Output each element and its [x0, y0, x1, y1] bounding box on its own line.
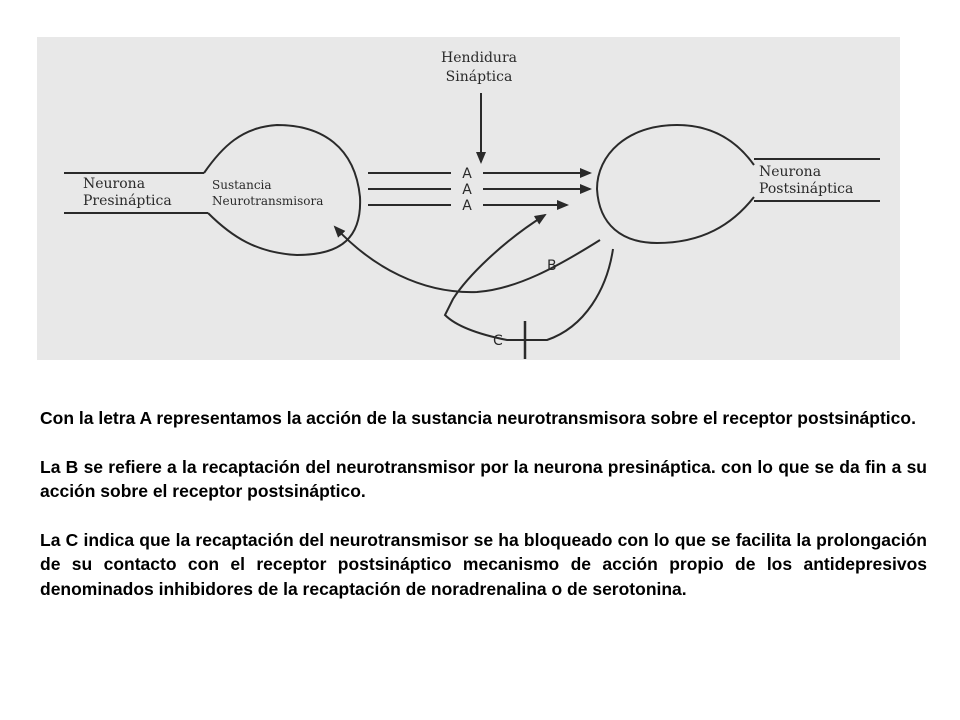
substance-label-line2: Neurotransmisora: [212, 194, 324, 208]
arrow-b-letter: B: [547, 258, 557, 274]
arrow-a-letter-2: A: [462, 182, 472, 198]
post-label-line1: Neurona: [759, 164, 822, 180]
synapse-diagram: [37, 37, 900, 360]
arrow-a-letter-1: A: [462, 166, 472, 182]
arrow-b-reuptake-curve: [335, 227, 600, 292]
arrow-c-blocked-path: [445, 215, 613, 340]
substance-label-line1: Sustancia: [212, 178, 272, 192]
cleft-label-line1: Hendidura: [441, 50, 517, 66]
paragraph-a: Con la letra A representamos la acción de la sustancia neurotransmisora sobre el receptor postsináptico.: [40, 408, 916, 428]
post-label-line2: Postsináptica: [759, 181, 854, 197]
pre-label-line1: Neurona: [83, 176, 146, 192]
synapse-diagram-svg: [37, 37, 900, 360]
postsynaptic-terminal: [597, 125, 754, 243]
explanation-text: [40, 406, 927, 625]
arrow-c-letter: C: [493, 333, 503, 349]
arrow-a-letter-3: A: [462, 198, 472, 214]
paragraph-b: La B se refiere a la recaptación del neurotransmisor por la neurona presináptica. con lo que se da fin a su acción sobre el receptor postsináptico.: [40, 456, 927, 501]
pre-label-line2: Presináptica: [83, 193, 172, 209]
cleft-label-line2: Sináptica: [445, 69, 513, 85]
paragraph-c: La C indica que la recaptación del neurotransmisor se ha bloqueado con lo que se facilita la prolongación de su contacto con el receptor postsináptico mecanismo de acción propio de los antidepresivos denominados inhibidores de la recaptación de noradrenalina o de serotonina.: [40, 529, 927, 599]
